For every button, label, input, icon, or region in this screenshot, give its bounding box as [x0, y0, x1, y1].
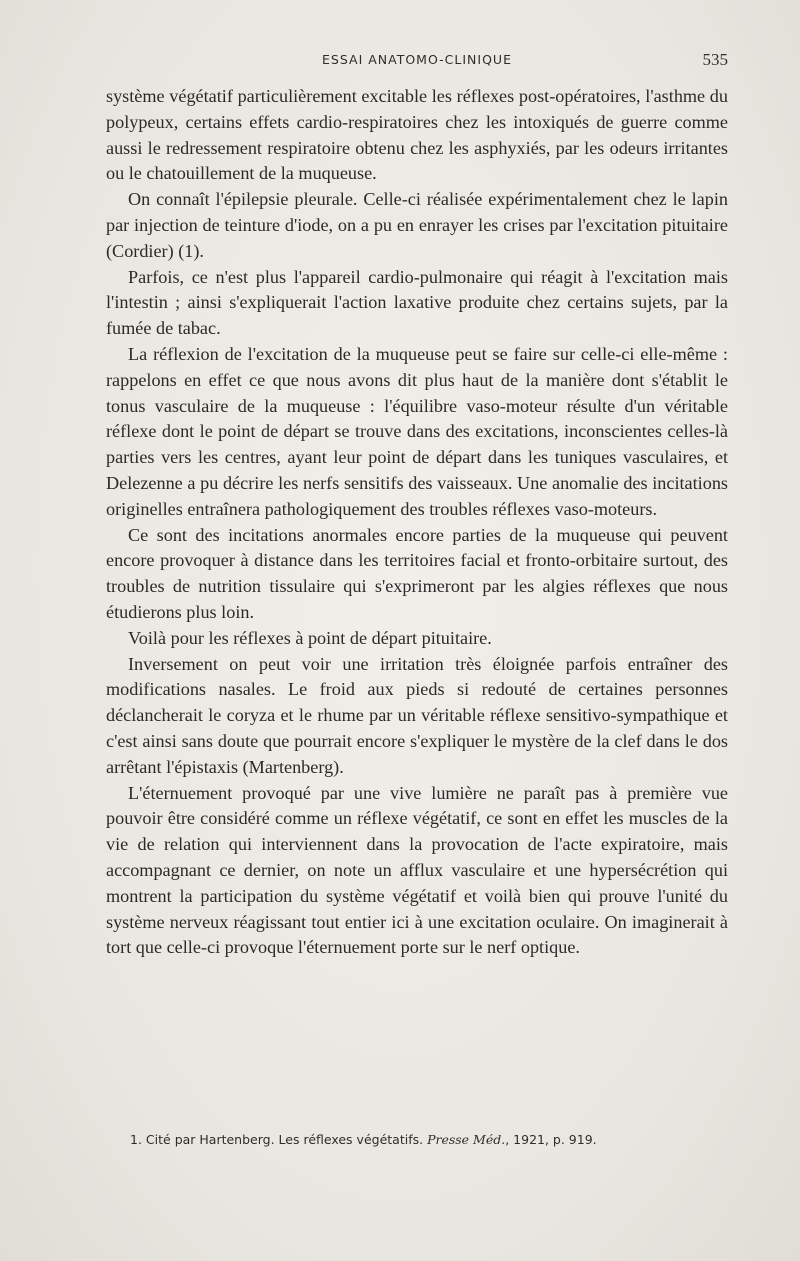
paragraph: Voilà pour les réflexes à point de départ pituitaire. [128, 627, 492, 648]
footnote [130, 1132, 728, 1147]
paragraph: Inversement on peut voir une irritation très éloignée parfois entraîner des modifications nasales. Le froid aux pieds si redouté de certaines personnes déclancherait le coryza et le rhume par un véritable réflexe sensitivo-sympathique et c'est ainsi sans doute que pourrait encore s'expliquer le mystère de la clef dans le dos arrêtant l'épistaxis (Martenberg). [106, 653, 728, 777]
paragraph: On connaît l'épilepsie pleurale. Celle-ci réalisée expérimentalement chez le lapin par injection de teinture d'iode, on a pu en enrayer les crises par l'excitation pituitaire (Cordier) (1). [106, 189, 728, 261]
paragraph: Ce sont des incitations anormales encore parties de la muqueuse qui peuvent encore provoquer à distance dans les territoires facial et fronto-orbitaire surtout, des troubles de nutrition tissulaire qui s'exprimeront par les algies réflexes que nous étudierons plus loin. [106, 524, 728, 622]
paragraph: Parfois, ce n'est plus l'appareil cardio-pulmonaire qui réagit à l'excitation mais l'intestin ; ainsi s'expliquerait l'action laxative produite chez certains sujets, par la fumée de tabac. [106, 266, 728, 339]
paragraph: L'éternuement provoqué par une vive lumière ne paraît pas à première vue pouvoir être considéré comme un réflexe végétatif, ce sont en effet les muscles de la vie de relation qui interviennent dans la provocation de l'acte expiratoire, mais accompagnant ce dernier, on note un afflux vasculaire et une hypersécrétion qui montrent la participation du système végétatif et voilà bien qui prouve l'unité du système nerveux réagissant tout entier ici à une excitation oculaire. On imaginerait à tort que celle-ci provoque l'éternuement porte sur le nerf optique. [106, 782, 728, 958]
body-text [106, 84, 728, 961]
footnote-reference: , 1921, p. 919. [505, 1132, 597, 1147]
running-title: ESSAI ANATOMO-CLINIQUE [322, 52, 512, 67]
paragraph: La réflexion de l'excitation de la muqueuse peut se faire sur celle-ci elle-même : rappelons en effet ce que nous avons dit plus haut de la manière dont s'établit le tonus vasculaire de la muqueuse : l'équilibre vaso-moteur résulte d'un véritable réflexe dont le point de départ se trouve dans des excitations, inconscientes celles-là parties vers les centres, ayant leur point de départ dans les tuniques vasculaires, et Delezenne a pu décrire les nerfs sensitifs des vaisseaux. Une anomalie des incitations originelles entraînera pathologiquement des troubles réflexes vaso-moteurs. [106, 343, 728, 519]
footnote-marker: 1. [130, 1132, 142, 1147]
running-head [106, 52, 728, 72]
page-number: 535 [702, 50, 728, 69]
footnote-source-title: Presse Méd. [427, 1132, 506, 1147]
paragraph: système végétatif particulièrement excitable les réflexes post-opératoires, l'asthme du polypeux, certains effets cardio-respiratoires chez les intoxiqués de guerre comme aussi le redressement respiratoire obtenu chez les asphyxiés, par les odeurs irritantes ou le chatouillement de la muqueuse. [106, 86, 728, 184]
footnote-text: Cité par Hartenberg. Les réflexes végétatifs. [145, 1132, 424, 1147]
